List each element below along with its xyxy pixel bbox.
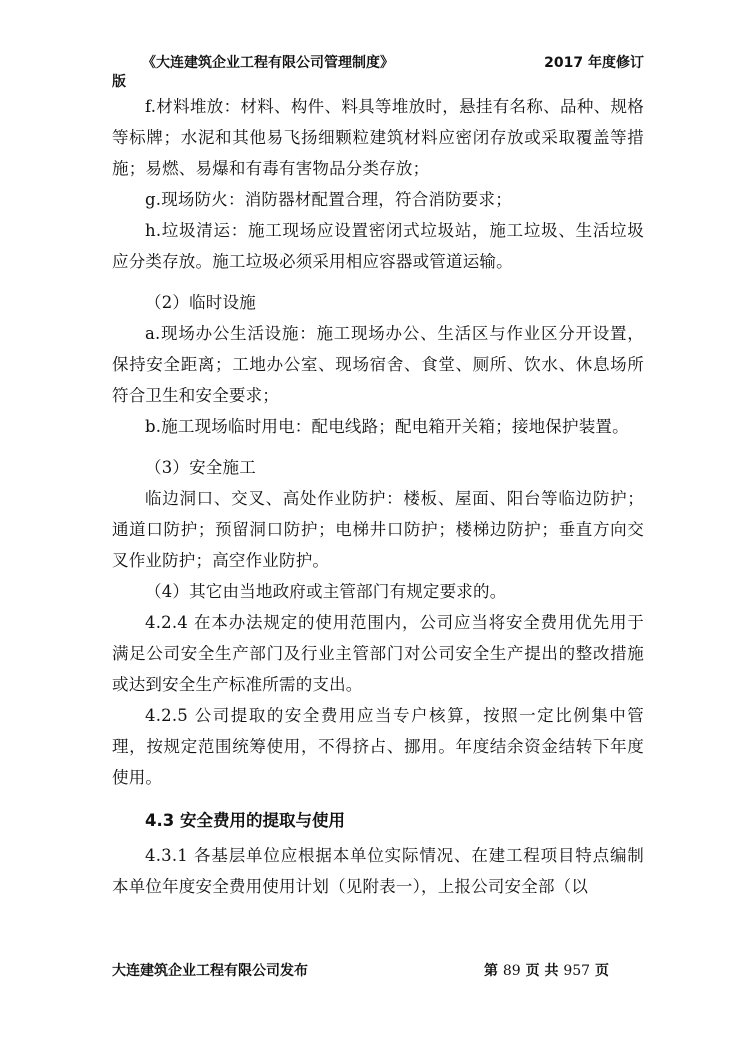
paragraph-other-requirements: （4）其它由当地政府或主管部门有规定要求的。 (145, 582, 507, 601)
page-mid: 页 共 (525, 963, 559, 979)
paragraph-material-stacking: f.材料堆放：材料、构件、料具等堆放时，悬挂有名称、品种、规格等标牌；水泥和其他易飞扬细颗粒建筑材料应密闭存放或采取覆盖等措施；易燃、易爆和有毒有害物品分类存放； (112, 97, 644, 178)
section-heading-4-3: 4.3 安全费用的提取与使用 (145, 811, 345, 830)
document-title: 《大连建筑企业工程有限公司管理制度》 (142, 55, 394, 71)
page-total: 957 (563, 963, 591, 979)
paragraph-4-2-5: 4.2.5 公司提取的安全费用应当专户核算，按照一定比例集中管理，按规定范围统筹使用，不得挤占、挪用。年度结余资金结转下年度使用。 (112, 706, 644, 787)
page-number (484, 960, 609, 980)
revision-year: 2017 年度修订 (544, 55, 644, 71)
page-prefix: 第 (484, 963, 498, 979)
subheading-temporary-facilities: （2）临时设施 (145, 293, 256, 312)
revision-year-wrap: 版 (112, 74, 126, 90)
publisher-label: 大连建筑企业工程有限公司发布 (112, 963, 308, 979)
page-footer (112, 960, 644, 984)
page-suffix: 页 (594, 963, 609, 979)
document-body (112, 91, 644, 902)
page-header (112, 52, 644, 92)
paragraph-4-2-4: 4.2.4 在本办法规定的使用范围内，公司应当将安全费用优先用于满足公司安全生产部门及行业主管部门对公司安全生产提出的整改措施或达到安全生产标准所需的支出。 (112, 613, 644, 694)
subheading-safe-construction: （3）安全施工 (145, 458, 256, 477)
paragraph-fire-prevention: g.现场防火：消防器材配置合理，符合消防要求； (145, 190, 512, 209)
paragraph-garbage-removal: h.垃圾清运：施工现场应设置密闭式垃圾站，施工垃圾、生活垃圾应分类存放。施工垃圾必须采用相应容器或管道运输。 (112, 221, 644, 271)
paragraph-office-living-facilities: a.现场办公生活设施：施工现场办公、生活区与作业区分开设置，保持安全距离；工地办公室、现场宿舍、食堂、厕所、饮水、休息场所符合卫生和安全要求； (112, 324, 644, 405)
page-current: 89 (502, 963, 521, 979)
paragraph-4-3-1: 4.3.1 各基层单位应根据本单位实际情况、在建工程项目特点编制本单位年度安全费用使用计划（见附表一），上报公司安全部（以 (112, 846, 644, 896)
paragraph-edge-protection: 临边洞口、交叉、高处作业防护：楼板、屋面、阳台等临边防护；通道口防护；预留洞口防护；电梯井口防护；楼梯边防护；垂直方向交叉作业防护；高空作业防护。 (112, 489, 644, 570)
paragraph-temporary-electricity: b.施工现场临时用电：配电线路；配电箱开关箱；接地保护装置。 (145, 417, 629, 436)
